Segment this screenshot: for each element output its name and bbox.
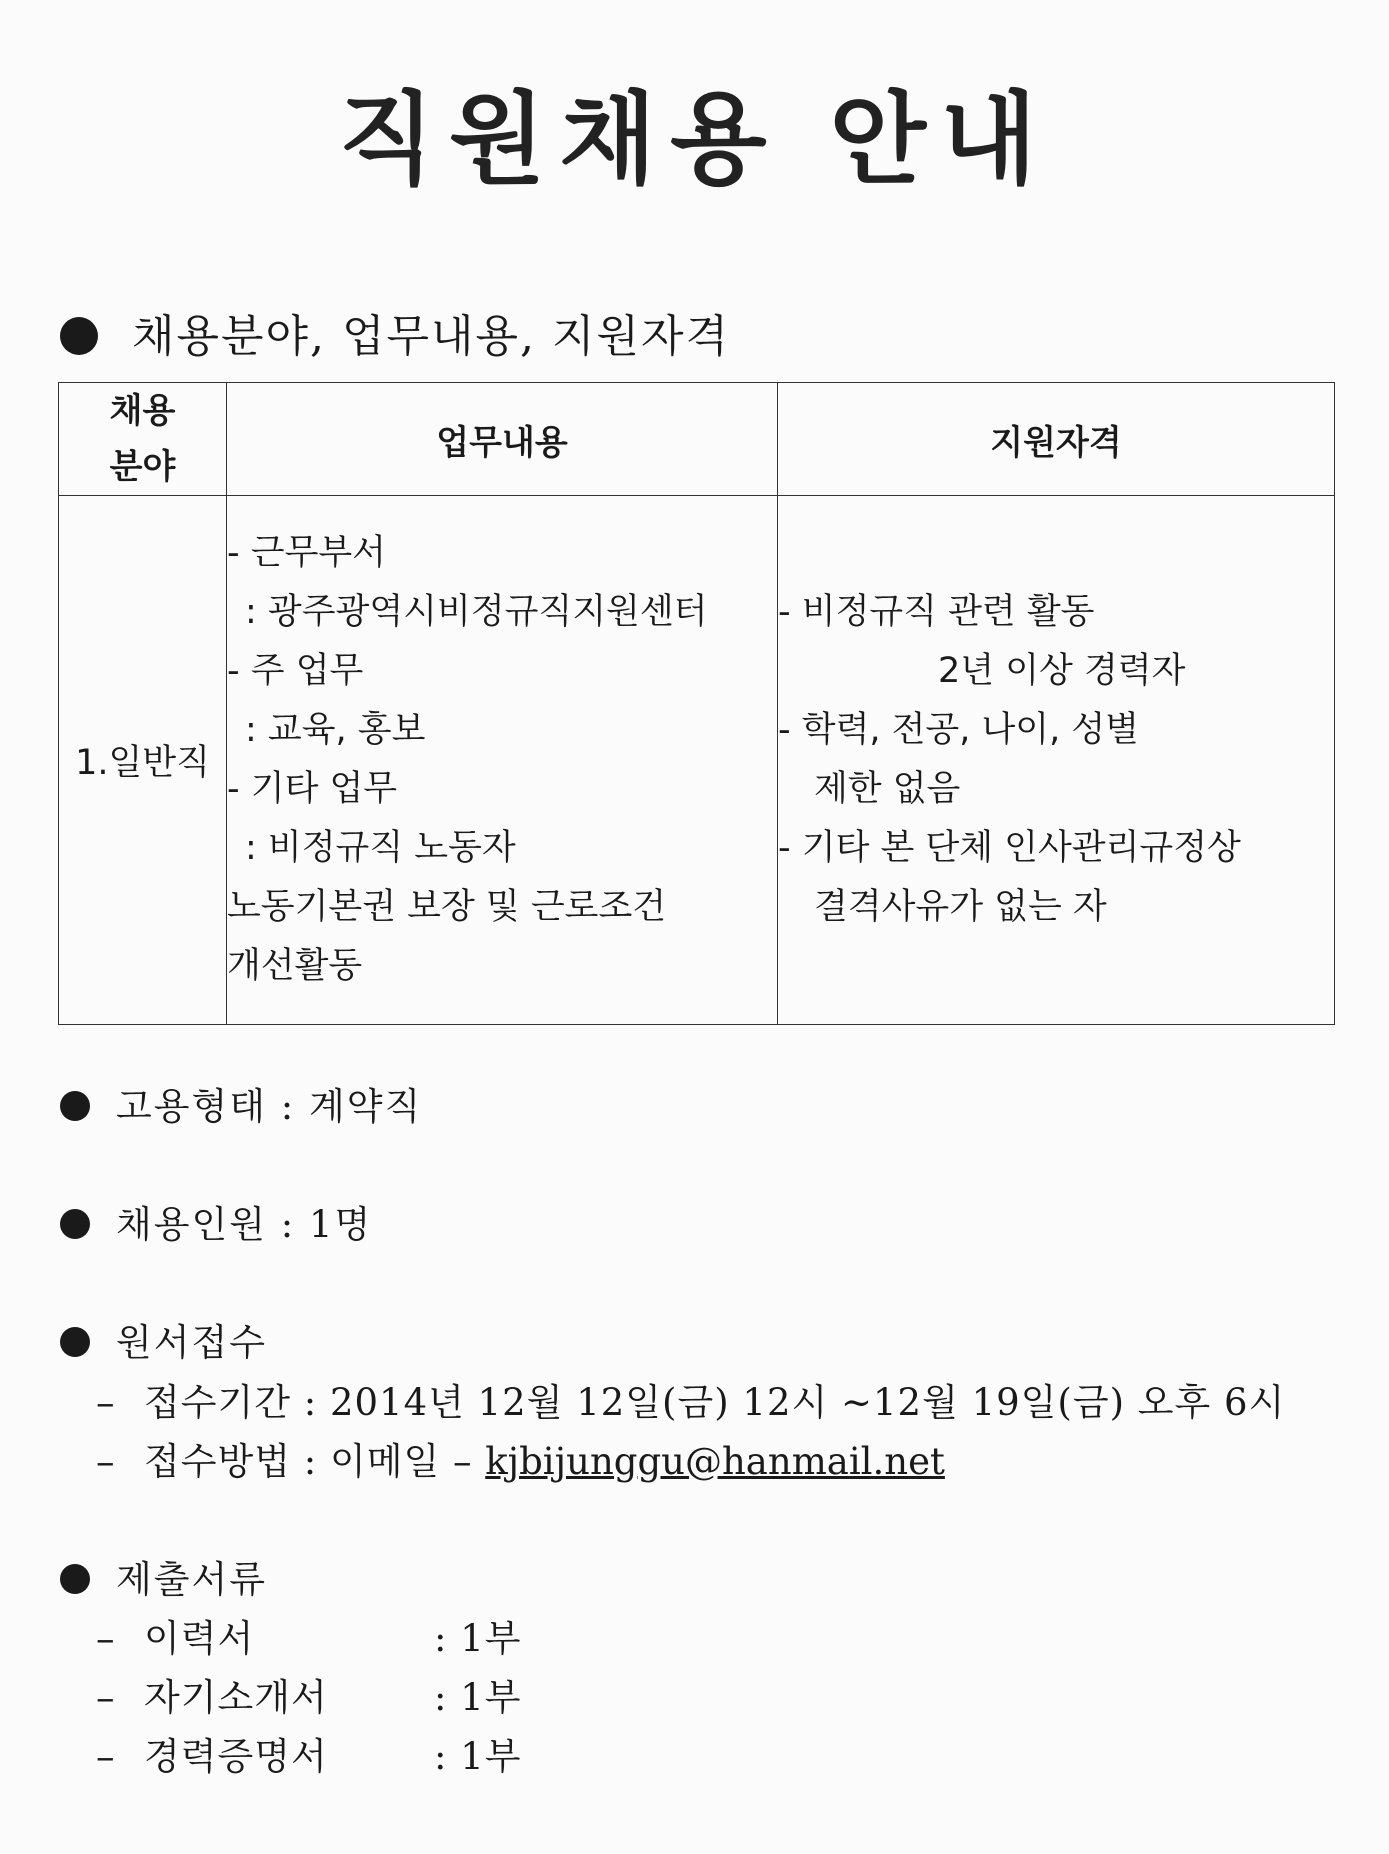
qualification-line: - 비정규직 관련 활동 [778, 592, 1095, 632]
document-name: 자기소개서 [144, 1676, 328, 1719]
section-heading-text: 채용분야, 업무내용, 지원자격 [132, 311, 730, 362]
dash: – [96, 1440, 116, 1483]
cell-qualifications [778, 496, 1335, 1025]
duty-line: - 기타 업무 [227, 769, 398, 809]
document-name: 경력증명서 [144, 1735, 328, 1778]
document-item: – 경력증명서 : 1부 [96, 1726, 522, 1780]
headcount-value: 1명 [308, 1203, 373, 1246]
recruitment-table [58, 382, 1335, 1025]
separator: : [280, 1203, 296, 1246]
dash: – [96, 1381, 116, 1424]
bullet-icon [60, 1564, 90, 1594]
document-item: – 자기소개서 : 1부 [96, 1667, 522, 1721]
application-method: – 접수방법 : 이메일 – kjbijunggu@hanmail.net [96, 1440, 945, 1483]
document-count: 1부 [460, 1676, 522, 1719]
table-row [59, 496, 1335, 1025]
dash: – [96, 1676, 116, 1719]
email-link[interactable]: kjbijunggu@hanmail.net [485, 1440, 945, 1483]
period-value: 2014년 12월 12일(금) 12시 ~12월 19일(금) 오후 6시 [329, 1381, 1286, 1424]
qualification-line: 결격사유가 없는 자 [814, 887, 1107, 927]
header-field [59, 383, 227, 496]
header-qualifications: 지원자격 [778, 383, 1335, 496]
document-count: 1부 [460, 1735, 522, 1778]
application-heading-text: 원서접수 [116, 1321, 267, 1364]
bullet-icon [60, 1327, 90, 1357]
period-label: 접수기간 [144, 1381, 291, 1424]
qualification-line: 제한 없음 [814, 769, 961, 809]
dash: – [96, 1735, 116, 1778]
cell-duties [227, 496, 778, 1025]
header-field-line: 분야 [109, 447, 176, 487]
employment-type-value: 계약직 [308, 1085, 423, 1128]
method-value: 이메일 [329, 1440, 441, 1483]
qualification-line: - 기타 본 단체 인사관리규정상 [778, 828, 1241, 868]
separator: : [280, 1085, 296, 1128]
qualification-line: 2년 이상 경력자 [938, 651, 1186, 691]
headcount [60, 1194, 372, 1248]
header-duties: 업무내용 [227, 383, 778, 496]
headcount-label: 채용인원 [116, 1203, 267, 1246]
duty-line: : 광주광역시비정규직지원센터 [245, 592, 708, 632]
duty-line: 개선활동 [227, 946, 363, 986]
documents-heading [60, 1549, 267, 1603]
header-field-line: 채용 [109, 391, 176, 431]
bullet-icon [60, 317, 98, 355]
application-heading [60, 1312, 267, 1366]
bullet-icon [60, 1209, 90, 1239]
qualification-line: - 학력, 전공, 나이, 성별 [778, 710, 1139, 750]
section-heading-recruitment [60, 300, 730, 364]
employment-type-label: 고용형태 [116, 1085, 267, 1128]
duty-line: : 교육, 홍보 [245, 710, 426, 750]
method-label: 접수방법 [144, 1440, 291, 1483]
cell-field: 1.일반직 [59, 496, 227, 1025]
bullet-icon [60, 1091, 90, 1121]
employment-type [60, 1076, 422, 1130]
page-title: 직원채용 안내 [338, 81, 1051, 198]
duty-line: - 주 업무 [227, 651, 364, 691]
documents-heading-text: 제출서류 [116, 1558, 267, 1601]
application-period: – 접수기간 : 2014년 12월 12일(금) 12시 ~12월 19일(금) 오후 6시 [96, 1381, 1286, 1424]
duty-line: : 비정규직 노동자 [245, 828, 516, 868]
dash: – [96, 1617, 116, 1660]
document-count: 1부 [460, 1617, 522, 1660]
duty-line: - 근무부서 [227, 533, 386, 573]
document-item: – 이력서 : 1부 [96, 1608, 522, 1662]
table-header-row [59, 383, 1335, 496]
duty-line: 노동기본권 보장 및 근로조건 [227, 887, 667, 927]
document-name: 이력서 [144, 1617, 255, 1660]
